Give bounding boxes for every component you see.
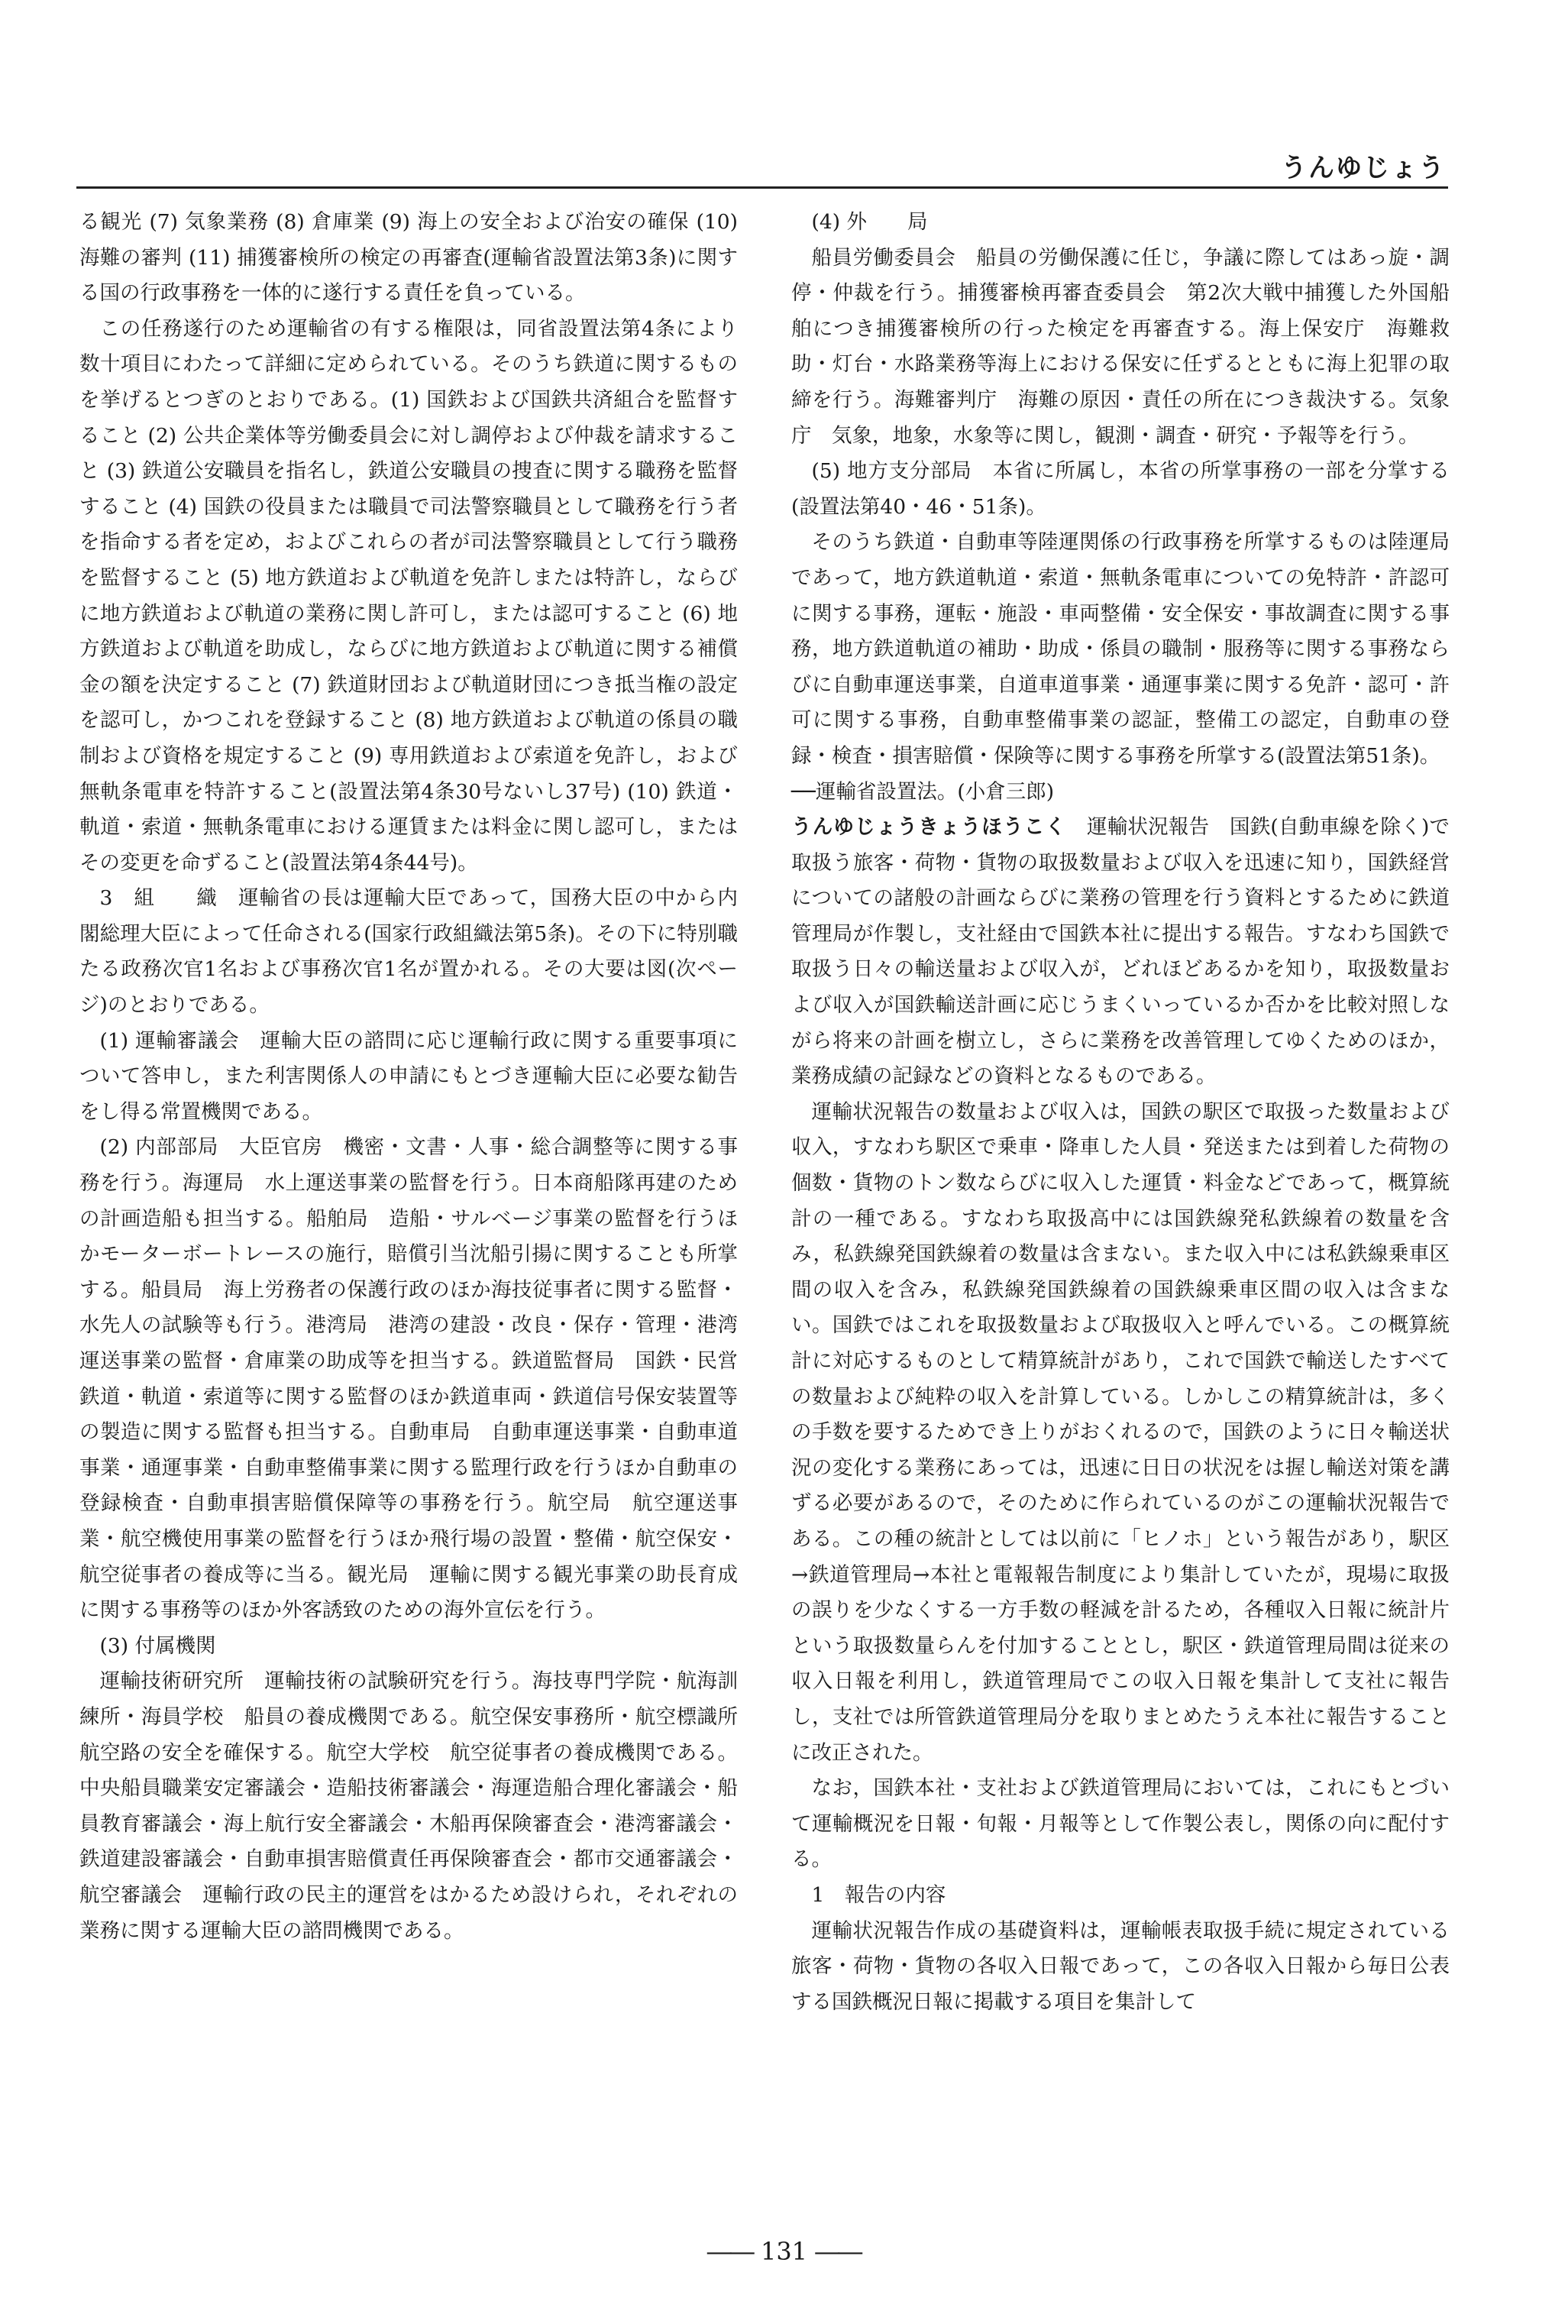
paragraph: 運輸技術研究所 運輸技術の試験研究を行う。海技専門学院・航海訓練所・海員学校 船員の養成機関である。航空保安事務所・航空標識所 航空路の安全を確保する。航空大学校 航空従事者の養成機関である。中央船員職業安定審議会・造船技術審議会・海運造船合理化審議会・船員教育審議会・海上航行安全審議会・木船再保険審査会・港湾審議会・鉄道建設審議会・自動車損害賠償責任再保険審査会・都市交通審議会・航空審議会 運輸行政の民主的運営をはかるため設けられ，それぞれの業務に関する運輸大臣の諮問機関である。 — [79, 1669, 758, 1943]
paragraph: (5) 地方支分部局 本省に所属し，本省の所掌事務の一部を分掌する(設置法第40・46・51条)。 — [791, 459, 1450, 519]
subsection-heading: (3) 付属機関 — [99, 1633, 216, 1658]
section-heading-organization: 3 組 織 運輸省の長は運輸大臣であって，国務大臣の中から内閣総理大臣によって任命される(国家行政組織法第5条)。その下に特別職たる政務次官1名および事務次官1名が置かれる。その大要は図(次ページ)のとおりである。 — [79, 886, 738, 1018]
page-number: ―― 131 ―― — [706, 2237, 862, 2266]
paragraph: 運輸状況報告作成の基礎資料は，運輸帳表取扱手続に規定されている旅客・荷物・貨物の各収入日報であって，この各収入日報から毎日公表する国鉄概況日報に掲載する項目を集計して — [791, 1918, 1450, 2014]
paragraph: (1) 運輸審議会 運輸大臣の諮問に応じ運輸行政に関する重要事項について答申し，また利害関係人の申請にもとづき運輸大臣に必要な勧告をし得る常置機関である。 — [79, 1028, 738, 1124]
right-column — [791, 205, 1450, 2130]
paragraph: そのうち鉄道・自動車等陸運関係の行政事務を所掌するものは陸運局であって，地方鉄道軌道・索道・無軌条電車についての免特許・許認可に関する事務，運転・施設・車両整備・安全保安・事故調査に関する事務，地方鉄道軌道の補助・助成・係員の職制・服務等に関する事務ならびに自動車運送事業，自道車道事業・通運事業に関する免許・認可・許可に関する事務，自動車整備事業の認証，整備工の認定，自動車の登録・検査・損害賠償・保険等に関する事務を所掌する(設置法第51条)。 — [791, 530, 1450, 768]
paragraph: (2) 内部部局 大臣官房 機密・文書・人事・総合調整等に関する事務を行う。海運局 水上運送事業の監督を行う。日本商船隊再建のための計画造船も担当する。船舶局 造船・サルベージ事業の監督を行うほかモーターボートレースの施行，賠償引当沈船引揚に関することも所掌する。船員局 海上労務者の保護行政のほか海技従事者に関する監督・水先人の試験等も行う。港湾局 港湾の建設・改良・保存・管理・港湾運送事業の監督・倉庫業の助成等を担当する。鉄道監督局 国鉄・民営鉄道・軌道・索道等に関する監督のほか鉄道車両・鉄道信号保安装置等の製造に関する監督も担当する。自動車局 自動車運送事業・自動車道事業・通運事業・自動車整備事業に関する監理行政を行うほか自動車の登録検査・自動車損害賠償保障等の事務を行う。航空局 航空運送事業・航空機使用事業の監督を行うほか飛行場の設置・整備・航空保安・航空従事者の養成等に当る。観光局 運輸に関する観光事業の助長育成に関する事務等のほか外客誘致のための海外宣伝を行う。 — [79, 1135, 738, 1623]
paragraph: る観光 (7) 気象業務 (8) 倉庫業 (9) 海上の安全および治安の確保 (10) 海難の審判 (11) 捕獲審検所の検定の再審査(運輸省設置法第3条)に関する国の行政事務を一体的に遂行する責任を負っている。 — [79, 210, 738, 306]
running-head: うんゆじょう — [1281, 153, 1446, 183]
page-number-value: 131 — [760, 2237, 808, 2266]
paragraph: 船員労働委員会 船員の労働保護に任じ，争議に際してはあっ旋・調停・仲裁を行う。捕獲審検再審査委員会 第2次大戦中捕獲した外国船舶につき捕獲審検所の行った検定を再審査する。海上保安庁 海難救助・灯台・水路業務等海上における保安に任ずるとともに海上犯罪の取締を行う。海難審判庁 海難の原因・責任の所在につき裁決する。気象庁 気象，地象，水象等に関し，観測・調査・研究・予報等を行う。 — [791, 245, 1450, 448]
paragraph: この任務遂行のため運輸省の有する権限は，同省設置法第4条により数十項目にわたって詳細に定められている。そのうち鉄道に関するものを挙げるとつぎのとおりである。(1) 国鉄および国鉄共済組合を監督すること (2) 公共企業体等労働委員会に対し調停および仲裁を請求すること (3) 鉄道公安職員を指名し，鉄道公安職員の捜査に関する職務を監督すること (4) 国鉄の役員または職員で司法警察職員として職務を行う者を指命する者を定め，およびこれらの者が司法警察職員として行う職務を監督すること (5) 地方鉄道および軌道を免許しまたは特許し，ならびに地方鉄道および軌道の業務に関し許可し，または認可すること (6) 地方鉄道および軌道を助成し，ならびに地方鉄道および軌道に関する補償金の額を決定すること (7) 鉄道財団および軌道財団につき抵当権の設定を認可し，かつこれを登録すること (8) 地方鉄道および軌道の係員の職制および資格を規定すること (9) 専用鉄道および索道を免許し，および無軌条電車を特許すること(設置法第4条30号ないし37号) (10) 鉄道・軌道・索道・無軌条電車における運賃または料金に関し認可し，またはその変更を命ずること(設置法第4条44号)。 — [79, 316, 738, 875]
dictionary-entry — [791, 810, 1450, 1095]
paragraph: 運輸状況報告の数量および収入は，国鉄の駅区で取扱った数量および収入，すなわち駅区で乗車・降車した人員・発送または到着した荷物の個数・貨物のトン数ならびに収入した運賃・料金などであって，概算統計の一種である。すなわち取扱高中には国鉄線発私鉄線着の数量を含み，私鉄線発国鉄線着の数量は含まない。また収入中には私鉄線乗車区間の収入を含み，私鉄線発国鉄線着の国鉄線乗車区間の収入は含まない。国鉄ではこれを取扱数量および取扱収入と呼んでいる。この概算統計に対応するものとして精算統計があり，これで国鉄で輸送したすべての数量および純粋の収入を計算している。しかしこの精算統計は，多くの手数を要するためでき上りがおくれるので，国鉄のように日々輸送状況の変化する業務にあっては，迅速に日日の状況をは握し輸送対策を講ずる必要があるので，そのために作られているのがこの運輸状況報告である。この種の統計としては以前に「ヒノホ」という報告があり，駅区→鉄道管理局→本社と電報報告制度により集計していたが，現場に取扱の誤りを少なくする一方手数の軽減を計るため，各種収入日報に統計片という取扱数量らんを付加することとし，駅区・鉄道管理局間は従来の収入日報を利用し，鉄道管理局でこの収入日報を集計して支社に報告し，支社では所管鉄道管理局分を取りまとめたうえ本社に報告することに改正された。 — [791, 1099, 1450, 1765]
author-signature: ──運輸省設置法。(小倉三郎) — [791, 779, 1055, 804]
entry-term: うんゆじょうきょうほうこく — [791, 815, 1067, 840]
subsection-heading: (4) 外 局 — [811, 210, 928, 234]
left-column — [79, 205, 758, 2130]
header-rule — [76, 186, 1448, 189]
paragraph: なお，国鉄本社・支社および鉄道管理局においては，これにもとづいて運輸概況を日報・旬報・月報等として作製公表し，関係の向に配付する。 — [791, 1776, 1450, 1872]
entry-body: 運輸状況報告 国鉄(自動車線を除く)で取扱う旅客・荷物・貨物の取扱数量および収入を迅速に知り，国鉄経営についての諸般の計画ならびに業務の管理を行う資料とするために鉄道管理局が作製し，支社経由で国鉄本社に提出する報告。すなわち国鉄で取扱う日々の輸送量および収入が，どれほどあるかを知り，取扱数量および収入が国鉄輸送計画に応じうまくいっているか否かを比較対照しながら将来の計画を樹立し，さらに業務を改善管理してゆくためのほか，業務成績の記録などの資料となるものである。 — [791, 815, 1450, 1089]
subsection-heading: 1 報告の内容 — [811, 1882, 946, 1907]
